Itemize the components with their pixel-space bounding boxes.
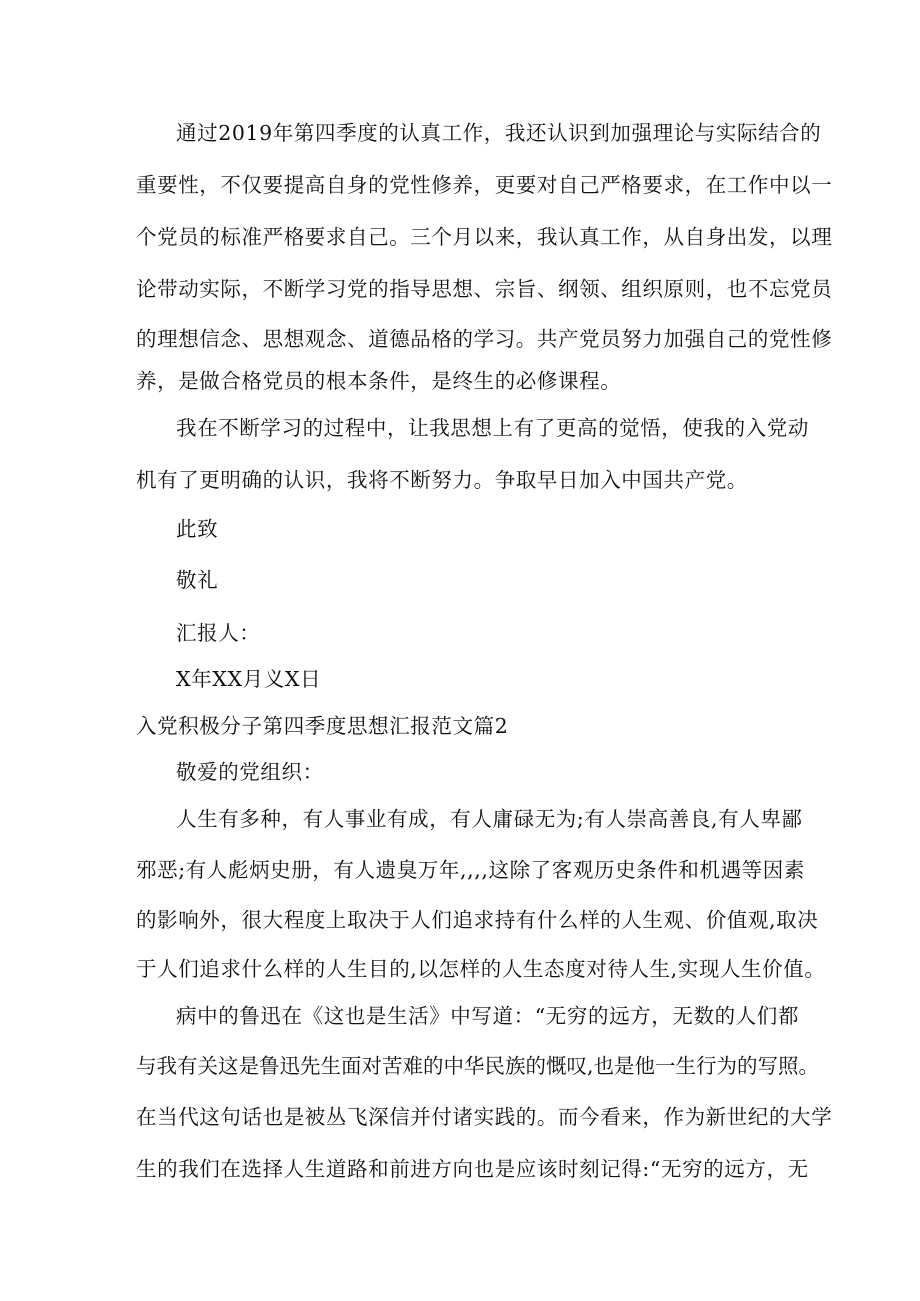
reporter-label: 汇报人： — [176, 621, 261, 645]
paragraph-line: 养，是做合格党员的根本条件，是终生的必修课程。 — [136, 369, 622, 393]
closing-regards: 敬礼 — [176, 568, 219, 592]
paragraph-line: 人生有多种，有人事业有成，有人庸碌无为;有人崇高善良,有人卑鄙 — [176, 807, 803, 831]
paragraph-line: 个党员的标准严格要求自己。三个月以来，我认真工作，从自身出发，以理 — [136, 225, 833, 249]
paragraph-line: 生的我们在选择人生道路和前进方向也是应该时刻记得:“无穷的远方，无 — [136, 1157, 809, 1181]
paragraph-line: 重要性，不仅要提高自身的党性修养，更要对自己严格要求，在工作中以一 — [136, 173, 833, 197]
paragraph-line: 我在不断学习的过程中，让我思想上有了更高的觉悟，使我的入党动 — [176, 416, 809, 440]
paragraph-line: 机有了更明确的认识，我将不断努力。争取早日加入中国共产党。 — [136, 468, 748, 492]
paragraph-line: 与我有关这是鲁迅先生面对苦难的中华民族的慨叹,也是他一生行为的写照。 — [136, 1054, 820, 1078]
paragraph-line: 邪恶;有人彪炳史册，有人遗臭万年,,,,这除了客观历史条件和机遇等因素 — [136, 858, 805, 882]
paragraph-line: 于人们追求什么样的人生目的,以怎样的人生态度对待人生,实现人生价值。 — [136, 957, 826, 981]
paragraph-line: 通过2019年第四季度的认真工作，我还认识到加强理论与实际结合的 — [176, 121, 822, 145]
section-title: 入党积极分子第四季度思想汇报范文篇2 — [136, 714, 509, 738]
paragraph-line: 在当代这句话也是被丛飞深信并付诸实践的。而今看来，作为新世纪的大学 — [136, 1105, 833, 1129]
paragraph-line: 论带动实际，不断学习党的指导思想、宗旨、纲领、组织原则，也不忘党员 — [136, 277, 833, 301]
report-date: X年XX月义X日 — [176, 667, 322, 691]
paragraph-line: 病中的鲁迅在《这也是生活》中写道：“无穷的远方，无数的人们都 — [176, 1004, 799, 1028]
greeting: 敬爱的党组织： — [176, 760, 324, 784]
closing-salutation: 此致 — [176, 517, 219, 541]
paragraph-line: 的理想信念、思想观念、道德品格的学习。共产党员努力加强自己的党性修 — [136, 327, 833, 351]
paragraph-line: 的影响外，很大程度上取决于人们追求持有什么样的人生观、价值观,取决 — [136, 908, 819, 932]
